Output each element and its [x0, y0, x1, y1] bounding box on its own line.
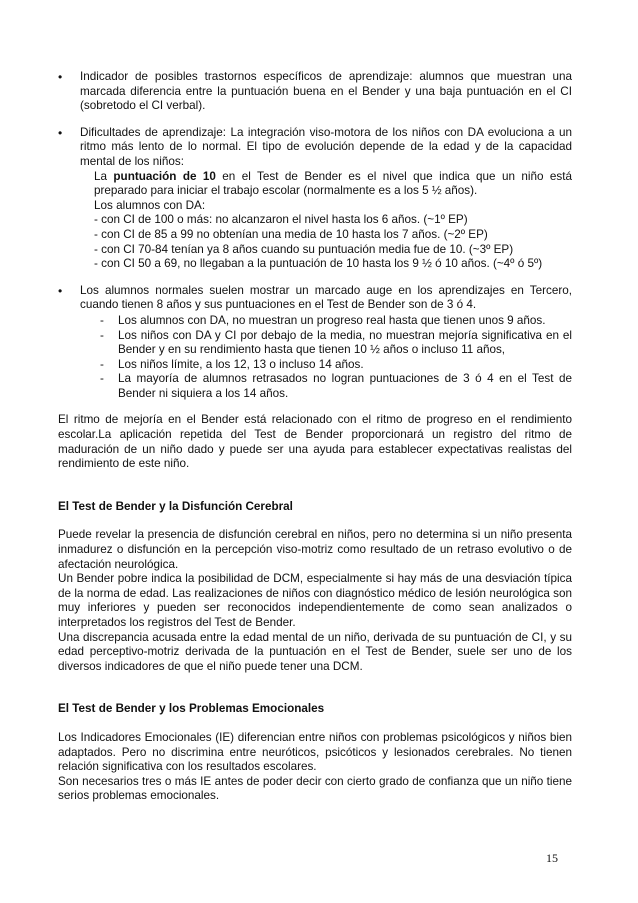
dash-list — [80, 314, 572, 402]
section-paragraph: Una discrepancia acusada entre la edad mental de un niño, derivada de su puntuación de CI, y su edad perceptivo-motriz derivada de la puntuación en el Test de Bender, suele ser uno de los diversos indicadores de que el niño puede tener una DCM. — [58, 630, 572, 673]
page-number: 15 — [546, 851, 558, 865]
dash-text: Los niños límite, a los 12, 13 o incluso 14 años. — [118, 357, 364, 371]
section-problemas-emocionales — [58, 702, 572, 804]
dash-mark: - — [100, 313, 104, 327]
section-paragraph: Puede revelar la presencia de disfunción cerebral en niños, pero no determina si un niño presenta inmadurez o disfunción en la percepción viso-motriz como resultado de un retraso evolutivo o de afectación neurológica. — [58, 528, 572, 571]
section-paragraph: Son necesarios tres o más IE antes de poder decir con cierto grado de confianza que un niño tiene serios problemas emocionales. — [58, 774, 572, 803]
bullet-mark: • — [58, 70, 63, 84]
dash-mark: - — [100, 372, 104, 386]
dash-item — [100, 329, 572, 358]
indent-line: - con CI de 85 a 99 no obtenían una media de 10 hasta los 7 años. (~2º EP) — [94, 227, 488, 241]
dash-item — [100, 314, 572, 329]
section-heading: El Test de Bender y la Disfunción Cerebral — [58, 499, 293, 513]
indent-line — [94, 170, 572, 199]
dash-mark: - — [100, 357, 104, 371]
dash-mark: - — [100, 328, 104, 342]
bullet-text: Los alumnos normales suelen mostrar un marcado auge en los aprendizajes en Tercero, cuando tienen 8 años y sus puntuaciones en el Test de Bender son de 3 ó 4. — [80, 283, 572, 312]
bullet-indent-block — [80, 170, 572, 272]
dash-text: Los alumnos con DA, no muestran un progreso real hasta que tienen unos 9 años. — [118, 313, 546, 327]
section-heading: El Test de Bender y los Problemas Emocionales — [58, 702, 325, 716]
indent-line: Los alumnos con DA: — [94, 198, 206, 212]
page-content — [58, 70, 572, 804]
bullet-item — [58, 70, 572, 114]
indent-line: - con CI 70-84 tenían ya 8 años cuando su puntuación media fue de 10. (~3º EP) — [94, 242, 514, 256]
dash-text: La mayoría de alumnos retrasados no logran puntuaciones de 3 ó 4 en el Test de Bender ni siquiera a los 14 años. — [118, 372, 572, 400]
bullet-mark: • — [58, 125, 63, 140]
section-paragraph: Los Indicadores Emocionales (IE) diferencian entre niños con problemas psicológicos y niños bien adaptados. Pero no discrimina entre neuróticos, psicóticos y lesionados cerebrales. No tienen relación significativa con los resultados escolares. — [58, 730, 572, 774]
section-paragraph: Un Bender pobre indica la posibilidad de DCM, especialmente si hay más de una desviación típica de la norma de edad. Las realizaciones de niños con diagnóstico médico de lesión neurológica son muy inferiores y pueden ser reconocidos independientemente de como sean analizados o interpretados los registros del Test de Bender. — [58, 572, 572, 629]
bold-text: puntuación de 10 — [113, 169, 216, 183]
text-span: en el Test de Bender es el nivel que indica que un niño está preparado para iniciar el trabajo escolar (normalmente es a los 5 ½ años). — [94, 169, 573, 198]
bullet-text: Indicador de posibles trastornos específicos de aprendizaje: alumnos que muestran una marcada diferencia entre la puntuación buena en el Bender y una baja puntuación en el CI (sobretodo el CI verbal). — [80, 70, 572, 113]
body-paragraph: El ritmo de mejoría en el Bender está relacionado con el ritmo de progreso en el rendimiento escolar.La aplicación repetida del Test de Bender proporcionará un registro del ritmo de maduración de un niño dado y puede ser una ayuda para establecer expectativas realistas del rendimiento de este niño. — [58, 413, 572, 471]
bullet-text: Dificultades de aprendizaje: La integración viso-motora de los niños con DA evoluciona a un ritmo más lento de lo normal. El tipo de evolución depende de la edad y de la capacidad mental de los niños: — [80, 125, 572, 168]
dash-text: Los niños con DA y CI por debajo de la media, no muestran mejoría significativa en el Bender y en su rendimiento hasta que tienen 10 ½ años o incluso 11 años, — [118, 328, 572, 357]
indent-line: - con CI de 100 o más: no alcanzaron el nivel hasta los 6 años. (~1º EP) — [94, 213, 468, 227]
bullet-item — [58, 126, 572, 272]
dash-item — [100, 372, 572, 401]
text-span: La — [94, 169, 114, 183]
indent-line: - con CI 50 a 69, no llegaban a la puntuación de 10 hasta los 9 ½ ó 10 años. (~4º ó 5º) — [94, 257, 543, 271]
bullet-mark: • — [58, 283, 63, 298]
dash-item — [100, 358, 572, 373]
bullet-item — [58, 284, 572, 402]
section-disfuncion-cerebral — [58, 500, 572, 675]
